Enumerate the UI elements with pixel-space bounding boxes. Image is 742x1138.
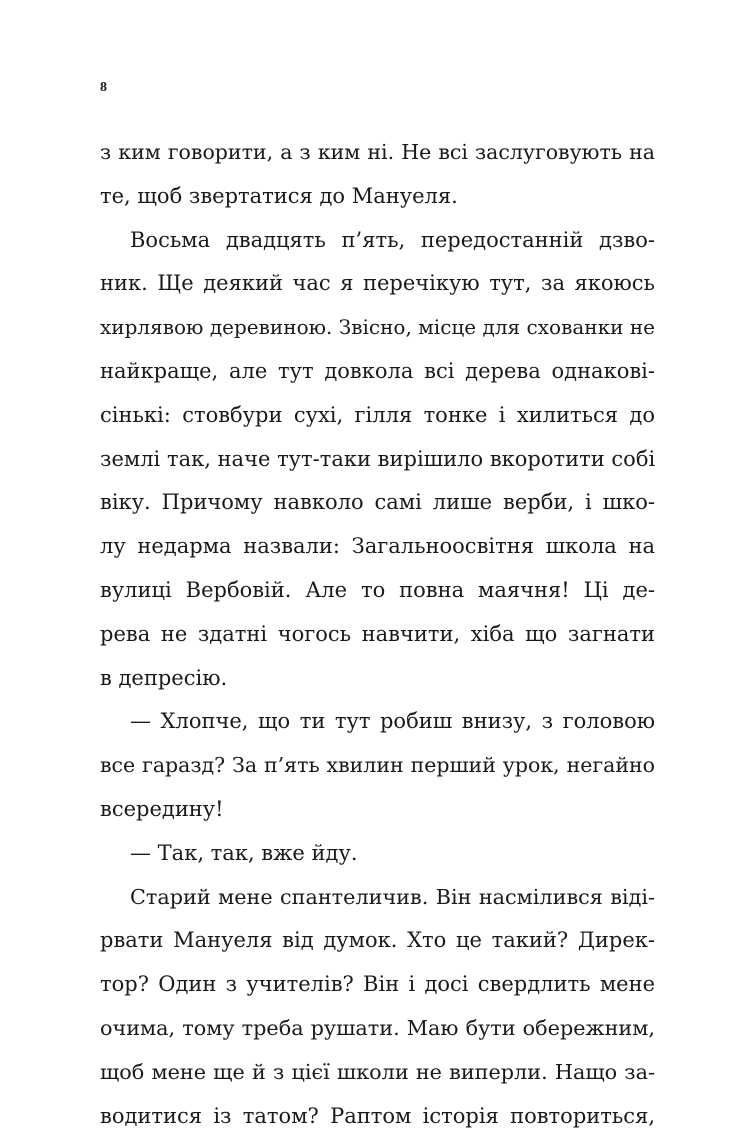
text-line: — Так, так, вже йду. [130,840,358,865]
text-line: з ким говорити, а з ким ні. Не всі заслуговують на [100,140,655,164]
text-line: землі так, наче тут-таки вирішило вкоротити собі [100,446,656,471]
text-line: Восьма двадцять п’ять, передостанній дзво- [130,227,655,252]
text-line: Старий мене спантеличив. Він насмілився віді- [130,884,655,909]
text-line: рева не здатні чогось навчити, хіба що загнати [100,621,655,646]
page-number: 8 [100,80,107,95]
text-line: хирлявою деревиною. Звісно, місце для схованки не [100,315,655,340]
text-line: очима, тому треба рушати. Маю бути обережним, [100,1015,655,1040]
text-line: водитися із татом? Раптом історія повториться, [100,1103,655,1128]
text-line: лу недарма назвали: Загальноосвітня школа на [100,534,655,559]
text-line: ник. Ще деякий час я перечікую тут, за якоюсь [100,271,655,296]
text-line: всередину! [100,796,224,821]
text-line: те, щоб звертатися до Мануеля. [100,183,458,208]
text-line: — Хлопче, що ти тут робиш внизу, з головою [130,709,655,734]
text-line: сінькі: стовбури сухі, гілля тонке і хилиться до [100,402,655,427]
text-line: щоб мене ще й з цієї школи не виперли. Нащо за- [100,1059,655,1084]
text-line: рвати Мануеля від думок. Хто це такий? Дирек- [100,928,655,953]
text-line: все гаразд? За п’ять хвилин перший урок, негайно [100,753,655,778]
text-line: віку. Причому навколо самі лише верби, і шко- [100,490,655,515]
text-line: вулиці Вербовій. Але то повна маячня! Ці де- [100,577,655,602]
body-text [100,131,655,1138]
text-line: найкраще, але тут довкола всі дерева однакові- [100,358,655,383]
text-line: тор? Один з учителів? Він і досі свердлить мене [100,972,655,997]
text-line: в депресію. [100,665,228,690]
